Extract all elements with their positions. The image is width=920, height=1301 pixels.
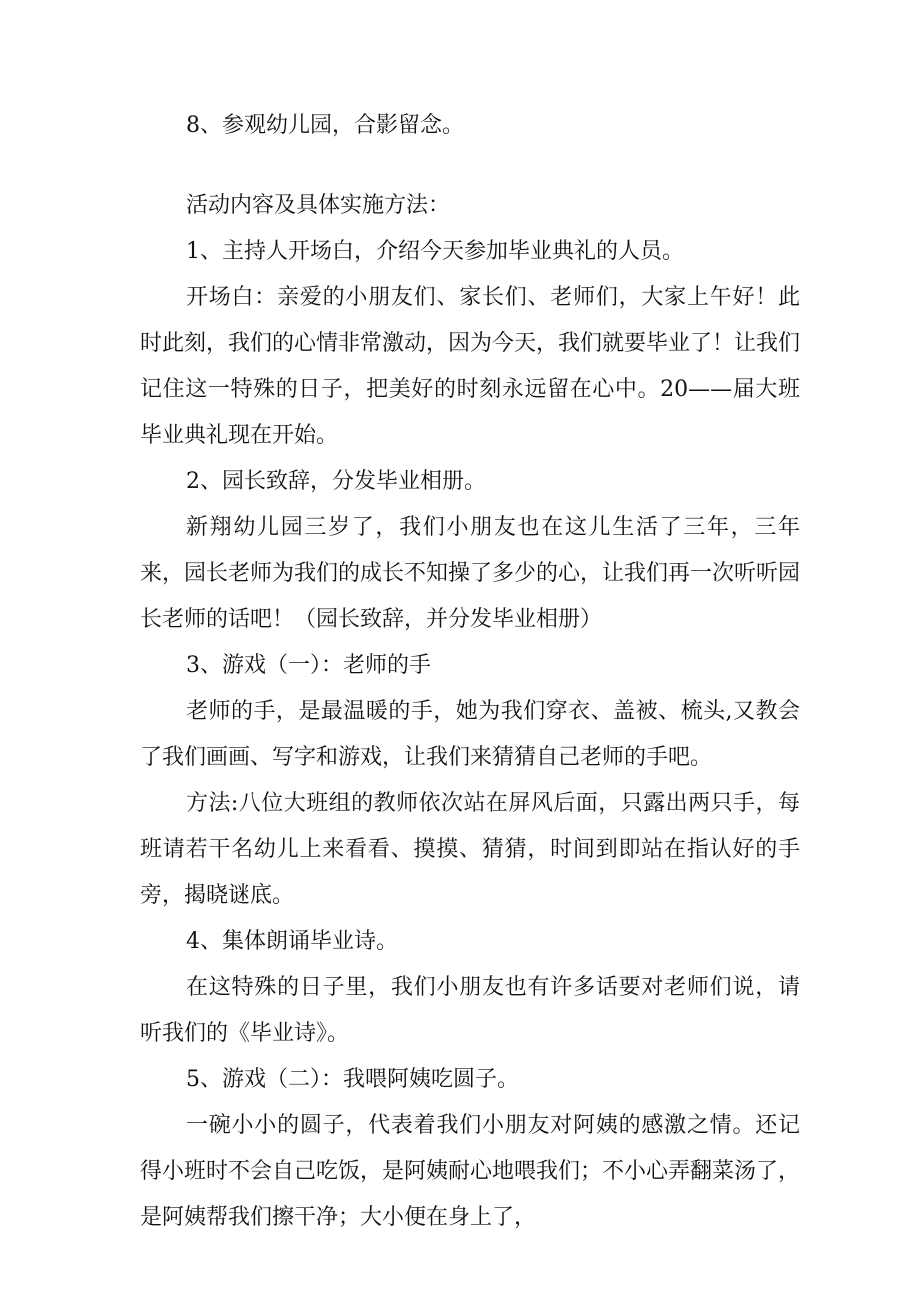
document-body [140,103,800,1241]
section-heading-activity-content: 活动内容及具体实施方法： [186,193,451,218]
paragraph-opening-speech: 开场白：亲爱的小朋友们、家长们、老师们，大家上午好！此时此刻，我们的心情非常激动，因为今天，我们就要毕业了！让我们记住这一特殊的日子，把美好的时刻永远留在心中。20——届大班毕业典礼现在开始。 [140,285,801,448]
paragraph-teacher-hands: 老师的手，是最温暖的手，她为我们穿衣、盖被、梳头,又教会了我们画画、写字和游戏，让我们来猜猜自己老师的手吧。 [140,699,800,770]
paragraph-item-8: 8、参观幼儿园，合影留念。 [186,113,464,138]
paragraph-step-2: 2、园长致辞，分发毕业相册。 [186,469,486,494]
paragraph-step-4: 4、集体朗诵毕业诗。 [186,929,398,954]
paragraph-rice-balls: 一碗小小的圆子，代表着我们小朋友对阿姨的感激之情。还记得小班时不会自己吃饭，是阿姨耐心地喂我们；不小心弄翻菜汤了，是阿姨帮我们擦干净；大小便在身上了， [140,1113,801,1230]
paragraph-method: 方法:八位大班组的教师依次站在屏风后面，只露出两只手，每班请若干名幼儿上来看看、摸摸、猜猜，时间到即站在指认好的手旁，揭晓谜底。 [140,791,800,908]
paragraph-step-3: 3、游戏（一）：老师的手 [186,653,431,678]
paragraph-principal-speech: 新翔幼儿园三岁了，我们小朋友也在这儿生活了三年，三年来，园长老师为我们的成长不知操了多少的心，让我们再一次听听园长老师的话吧！（园长致辞，并分发毕业相册） [140,515,801,632]
paragraph-step-1: 1、主持人开场白，介绍今天参加毕业典礼的人员。 [186,239,684,264]
paragraph-step-5: 5、游戏（二）：我喂阿姨吃圆子。 [186,1067,519,1092]
paragraph-graduation-poem: 在这特殊的日子里，我们小朋友也有许多话要对老师们说，请听我们的《毕业诗》。 [140,975,800,1046]
